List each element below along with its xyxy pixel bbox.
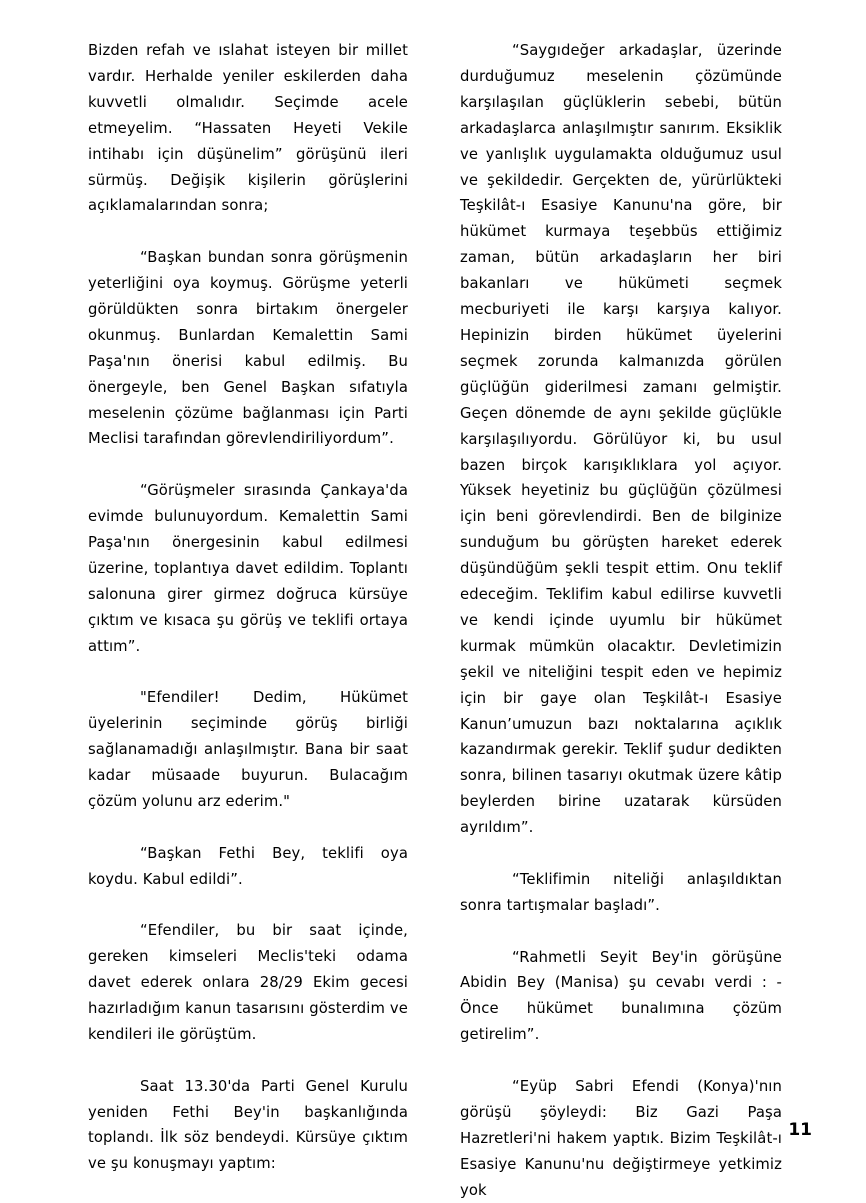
paragraph: “Başkan Fethi Bey, teklifi oya koydu. Kabul edildi”. xyxy=(88,844,408,888)
paragraph: “Rahmetli Seyit Bey'in görüşüne Abidin Bey (Manisa) şu cevabı verdi : - Önce hükümet bunalımına çözüm getirelim”. xyxy=(460,948,782,1044)
paragraph: “Görüşmeler sırasında Çankaya'da evimde bulunuyordum. Kemalettin Sami Paşa'nın önergesinin kabul edilmesi üzerine, toplantıya davet edildim. Toplantı salonuna girer girmez doğruca kürsüye çıktım ve kısaca şu görüş ve teklifi ortaya attım”. xyxy=(88,482,408,655)
paragraph: "Efendiler! Dedim, Hükümet üyelerinin seçiminde görüş birliği sağlanamadığı anlaşılmıştır. Bana bir saat kadar müsaade buyurun. Bulacağım çözüm yolunu arz ederim." xyxy=(88,689,408,810)
paragraph: “Başkan bundan sonra görüşmenin yeterliğini oya koymuş. Görüşme yeterli görüldükten sonra birtakım önergeler okunmuş. Bunlardan Kemalettin Sami Paşa'nın önerisi kabul edilmiş. Bu önergeyle, ben Genel Başkan sıfatıyla meselenin çözüme bağlanması için Parti Meclisi tarafından görevlendiriliyordum”. xyxy=(88,249,408,448)
page-number: 11 xyxy=(788,1120,812,1140)
left-column xyxy=(88,38,408,1177)
paragraph: “Efendiler, bu bir saat içinde, gereken kimseleri Meclis'teki odama davet ederek onlara 28/29 Ekim gecesi hazırladığım kanun tasarısını gösterdim ve kendileri ile görüştüm. xyxy=(88,922,408,1043)
paragraph: “Saygıdeğer arkadaşlar, üzerinde durduğumuz meselenin çözümünde karşılaşılan güçlüklerin sebebi, bütün arkadaşlarca anlaşılmıştır sanırım. Eksiklik ve yanlışlık uygulamakta olduğumuz usul ve şekildedir. Gerçekten de, yürürlükteki Teşkilât-ı Esasiye Kanunu'na göre, bir hükümet kurmaya teşebbüs ettiğimiz zaman, bütün arkadaşların her biri bakanları ve hükümeti seçmek mecburiyeti ile karşı karşıya kalıyor. Hepinizin birden hükümet üyelerini seçmek zorunda kalmanızda görülen güçlüğün giderilmesi zamanı gelmiştir. Geçen dönemde de aynı şekilde güçlükle karşılaşılıyordu. Görülüyor ki, bu usul bazen birçok karışıklıklara yol açıyor. Yüksek heyetiniz bu güçlüğün çözülmesi için beni görevlendirdi. Ben de bilginize sunduğum bu görüşten hareket ederek düşündüğüm şekli tespit ettim. Onu teklif edeceğim. Teklifim kabul edilirse kuvvetli ve kendi içinde uyumlu bir hükümet kurmak mümkün olacaktır. Devletimizin şekil ve niteliğini tespit eden ve hepimiz için bir gaye olan Teşkilât-ı Esasiye Kanun’umuzun bazı noktalarına açıklık kazandırmak gerekir. Teklif şudur dedikten sonra, bilinen tasarıyı okutmak üzere kâtip beylerden birine uzatarak kürsüden ayrıldım”. xyxy=(460,42,782,837)
paragraph: Saat 13.30'da Parti Genel Kurulu yeniden Fethi Bey'in başkanlığında toplandı. İlk söz bendeydi. Kürsüye çıktım ve şu konuşmayı yaptım: xyxy=(88,1077,408,1173)
paragraph: Bizden refah ve ıslahat isteyen bir millet vardır. Herhalde yeniler eskilerden daha kuvvetli olmalıdır. Seçimde acele etmeyelim. “Hassaten Heyeti Vekile intihabı için düşünelim” görüşünü ileri sürmüş. Değişik kişilerin görüşlerini açıklamalarından sonra; xyxy=(88,42,408,215)
paragraph: “Teklifimin niteliği anlaşıldıktan sonra tartışmalar başladı”. xyxy=(460,870,782,914)
paragraph: “Eyüp Sabri Efendi (Konya)'nın görüşü şöyleydi: Biz Gazi Paşa Hazretleri'ni hakem yaptık. Bizim Teşkilât-ı Esasiye Kanunu'nu değiştirmeye yetkimiz yok xyxy=(460,1077,782,1199)
right-column xyxy=(460,38,782,1203)
